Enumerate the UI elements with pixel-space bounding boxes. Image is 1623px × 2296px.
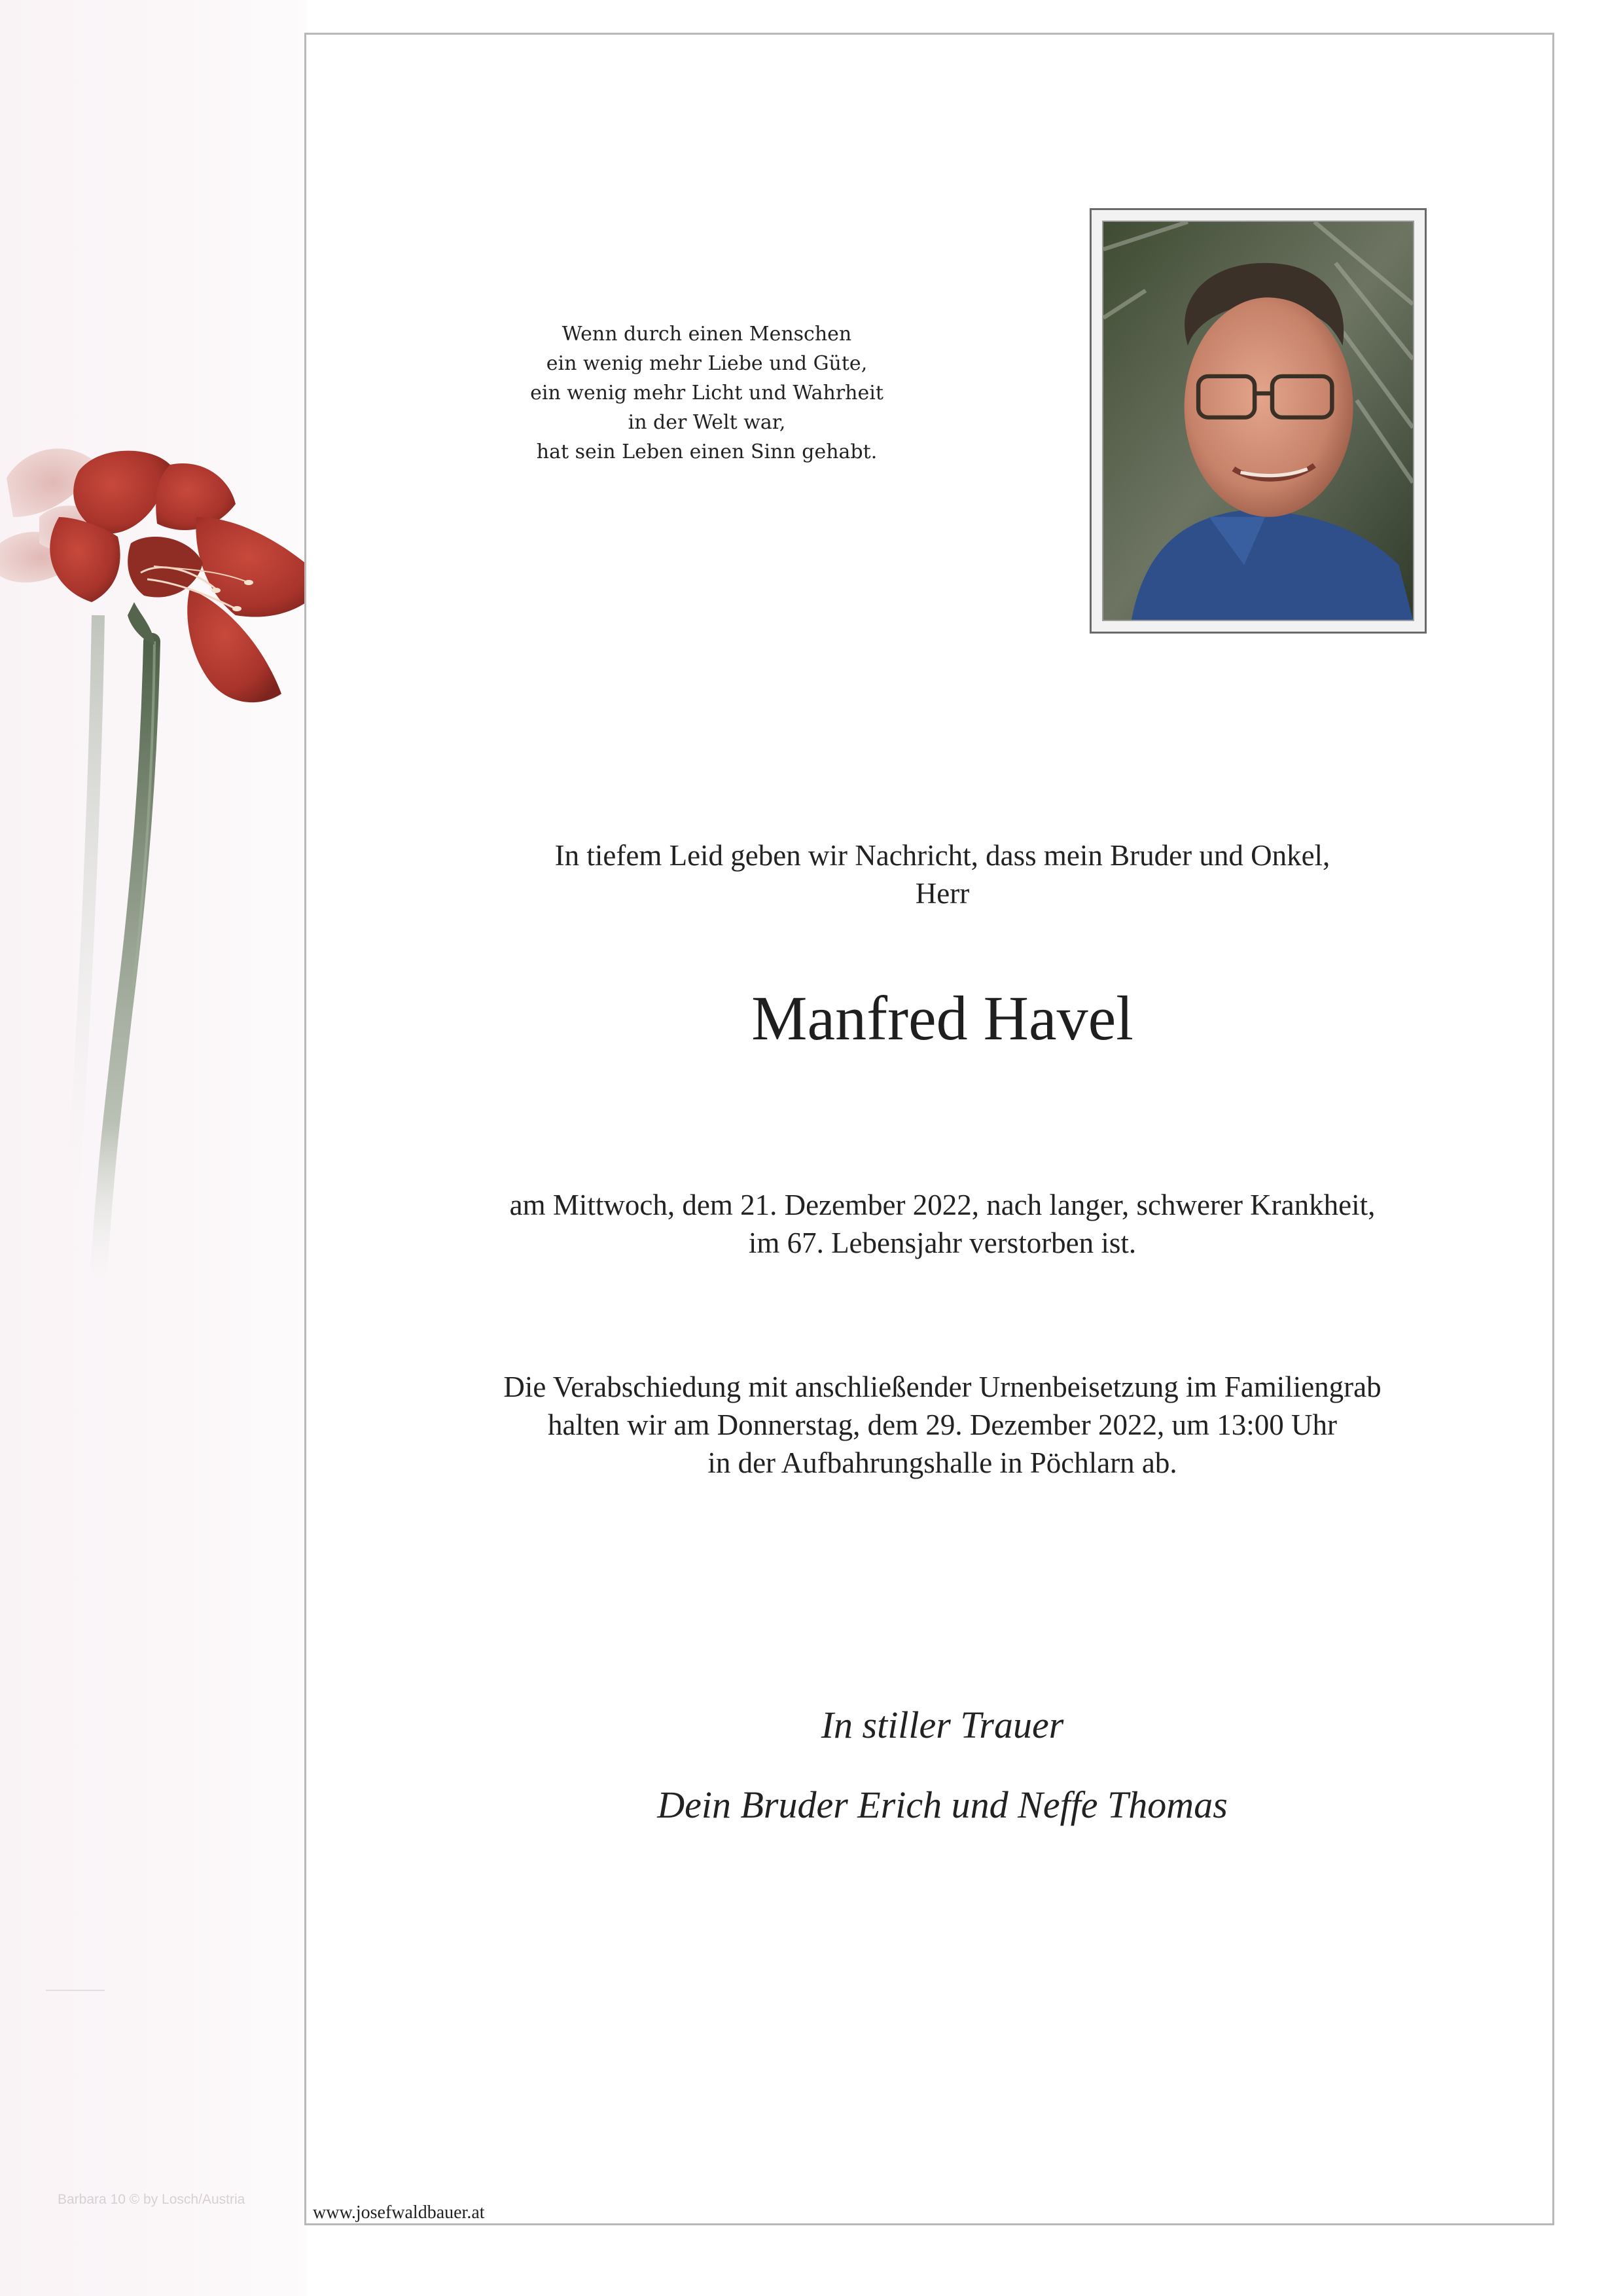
poem-line: Wenn durch einen Menschen: [562, 323, 852, 346]
design-credit: Barbara 10 © by Losch/Austria: [58, 2192, 245, 2207]
poem-line: in der Welt war,: [628, 411, 786, 434]
intro-line: In tiefem Leid geben wir Nachricht, dass mein Bruder und Onkel,: [554, 839, 1330, 872]
poem-line: ein wenig mehr Liebe und Güte,: [546, 352, 868, 375]
ceremony-line: in der Aufbahrungshalle in Pöchlarn ab.: [707, 1446, 1177, 1479]
portrait-photo: [1102, 221, 1414, 621]
decorative-side-panel: [0, 0, 308, 2296]
side-divider: [46, 1990, 105, 1991]
intro-line: Herr: [915, 877, 970, 910]
intro-text: [393, 836, 1492, 912]
mourning-phrase: In stiller Trauer: [821, 1704, 1064, 1746]
poem: [478, 319, 936, 467]
ceremony-line: halten wir am Donnerstag, dem 29. Dezember 2022, um 13:00 Uhr: [548, 1408, 1337, 1441]
website-link[interactable]: www.josefwaldbauer.at: [313, 2202, 485, 2223]
death-line: im 67. Lebensjahr verstorben ist.: [748, 1227, 1137, 1259]
deceased-name: Manfred Havel: [751, 983, 1133, 1053]
poem-line: ein wenig mehr Licht und Wahrheit: [530, 382, 883, 404]
portrait-frame: [1090, 208, 1427, 634]
poem-line: hat sein Leben einen Sinn gehabt.: [536, 440, 878, 463]
ceremony-details: [393, 1368, 1492, 1482]
mourners-signature: Dein Bruder Erich und Neffe Thomas: [657, 1784, 1228, 1826]
ceremony-line: Die Verabschiedung mit anschließender Urnenbeisetzung im Familiengrab: [503, 1371, 1382, 1403]
portrait-image-icon: [1103, 222, 1413, 620]
death-details: [393, 1186, 1492, 1262]
death-line: am Mittwoch, dem 21. Dezember 2022, nach langer, schwerer Krankheit,: [509, 1189, 1376, 1221]
